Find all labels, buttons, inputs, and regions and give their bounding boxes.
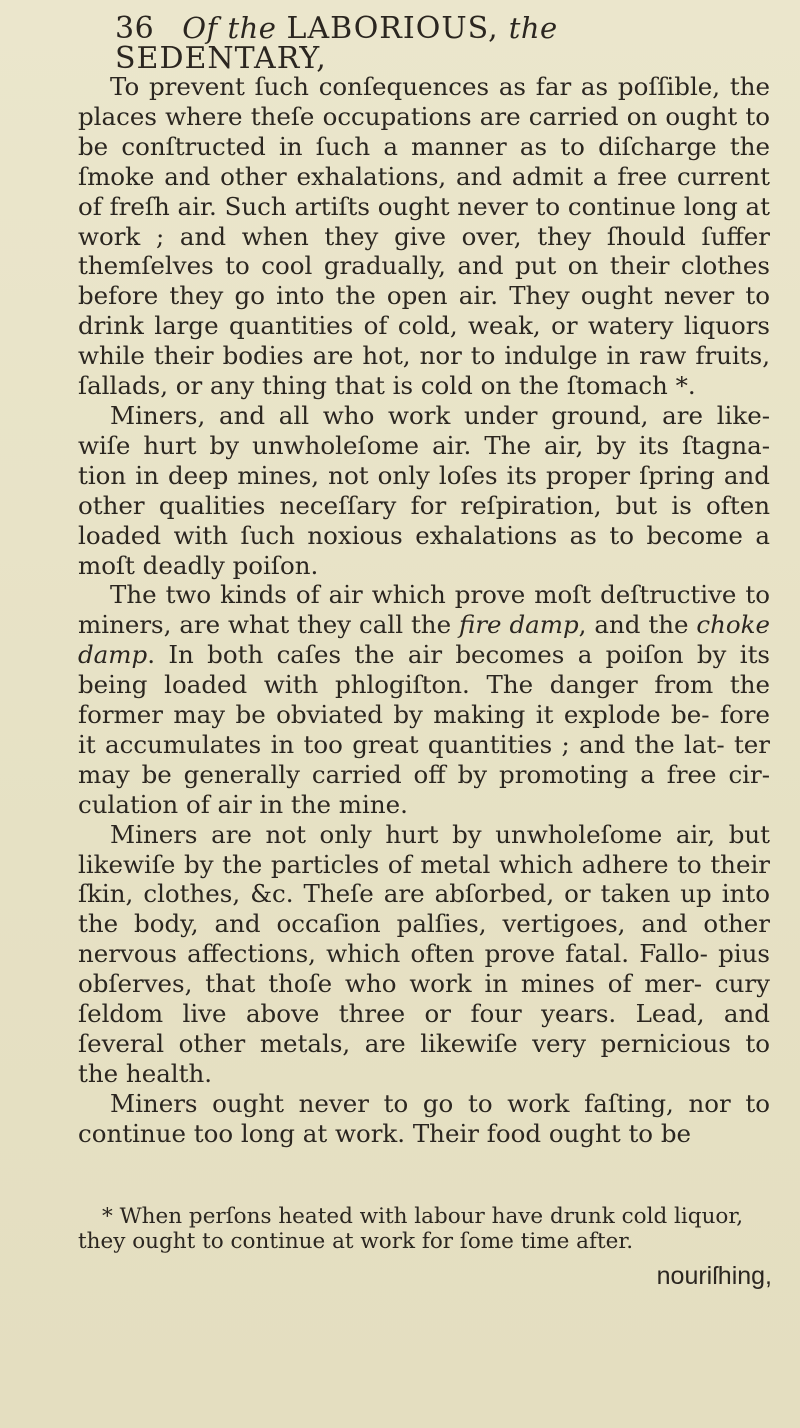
paragraph-3 bbox=[78, 580, 770, 819]
footnote-text: * When perſons heated with labour have drunk cold liquor, they ought to continue at work for ſome time after. bbox=[78, 1204, 744, 1254]
header-sedentary: SEDENTARY, bbox=[115, 41, 327, 76]
footnote bbox=[78, 1204, 770, 1254]
paragraph-3-part-b: , and the bbox=[578, 610, 689, 640]
choke-damp-term: choke damp bbox=[78, 610, 771, 670]
paragraph-3-part-a: The two kinds of air which prove moſt deſtructive to miners, are what they call the bbox=[78, 580, 770, 640]
paragraph-1: To prevent ſuch conſequences as far as poſſible, the places where theſe occupations are carried on ought to be conſtructed in ſuch a manner as to diſcharge the ſmoke and other exhalations, and admit a free current of freſh air. Such artiſts ought never to continue long at work ; and when they give over, they ſhould ſuffer themſelves to cool gradually, and put on their clothes before they go into the open air. They ought never to drink large quantities of cold, weak, or watery liquors while their bodies are hot, nor to indulge in raw fruits, ſallads, or any thing that is cold on the ſtomach *. bbox=[78, 72, 770, 401]
fire-damp-term: fire damp bbox=[459, 610, 579, 640]
header-of-the: Of the bbox=[182, 11, 277, 45]
paragraph-5: Miners ought never to go to work faſting, nor to continue too long at work. Their food ought to be bbox=[78, 1088, 770, 1148]
paragraph-2: Miners, and all who work under ground, are like- wiſe hurt by unwholeſome air. The air, by its ſtagna- tion in deep mines, not only loſes its proper ſpring and other qualities neceſſary for reſpiration, but is often loaded with ſuch noxious exhalations as to become a moſt deadly poiſon. bbox=[78, 400, 770, 580]
header-the: the bbox=[508, 11, 558, 45]
catchword: nouriſhing, bbox=[656, 1262, 772, 1290]
body-text bbox=[78, 72, 770, 1149]
paragraph-4: Miners are not only hurt by unwholeſome air, but likewiſe by the particles of metal which adhere to their ſkin, clothes, &c. Theſe are abſorbed, or taken up into the body, and occaſion palſies, vertigoes, and other nervous affections, which often prove fatal. Fallo- pius obſerves, that thoſe who work in mines of mer- cury ſeldom live above three or four years. Lead, and ſeveral other metals, are likewiſe very pernicious to the health. bbox=[78, 819, 770, 1088]
running-header bbox=[115, 11, 775, 76]
header-laborious: LABORIOUS, bbox=[286, 11, 499, 46]
paragraph-3-part-c: . In both caſes the air becomes a poiſon by its being loaded with phlogiſton. The danger from the former may be obviated by making it explode be- fore it accumulates in too great quantities ; and the lat- ter may be generally carried off by promoting a free cir- culation of air in the mine. bbox=[78, 640, 770, 819]
page-number: 36 bbox=[115, 11, 155, 46]
